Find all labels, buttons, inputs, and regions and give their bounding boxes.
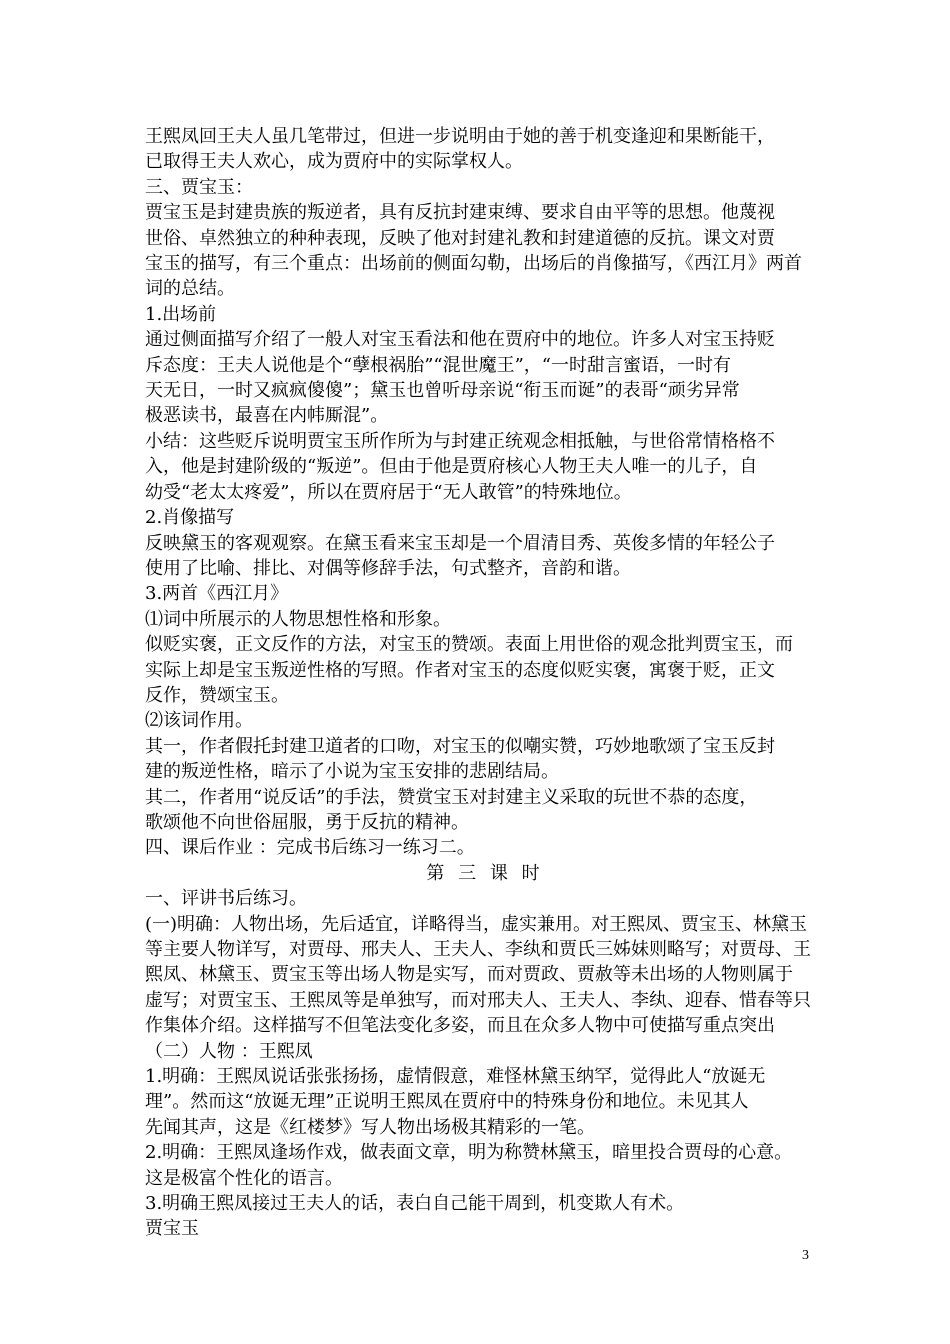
text-line: 反作，赞颂宝玉。: [145, 684, 289, 706]
text-line: 这是极富个性化的语言。: [145, 1167, 343, 1189]
text-line: 1.出场前: [145, 303, 217, 325]
text-line: 贾宝玉是封建贵族的叛逆者，具有反抗封建束缚、要求自由平等的思想。他蔑视: [145, 202, 775, 224]
text-block-second: [145, 886, 825, 1242]
text-line: 入，他是封建阶级的“叛逆”。但由于他是贾府核心人物王夫人唯一的儿子，自: [145, 456, 758, 478]
text-line: 极恶读书，最喜在内帏厮混”。: [145, 405, 389, 427]
text-line: 幼受“老太太疼爱”，所以在贾府居于“无人敢管”的特殊地位。: [145, 481, 632, 503]
text-line: 世俗、卓然独立的种种表现，反映了他对封建礼教和封建道德的反抗。课文对贾: [145, 227, 775, 249]
text-line: 3.明确王熙凤接过王夫人的话，表白自己能干周到，机变欺人有术。: [145, 1193, 685, 1215]
text-line: (一)明确：人物出场，先后适宜，详略得当，虚实兼用。对王熙凤、贾宝玉、林黛玉: [145, 913, 808, 935]
text-line: 四、课后作业 ：完成书后练习一练习二。: [145, 837, 475, 859]
section-heading: 第 三 课 时: [426, 862, 544, 884]
text-line: ⑵该词作用。: [145, 710, 253, 732]
text-line: 等主要人物详写，对贾母、邢夫人、王夫人、李纨和贾氏三姊妹则略写；对贾母、王: [145, 939, 811, 960]
text-line: 建的叛逆性格，暗示了小说为宝玉安排的悲剧结局。: [145, 761, 559, 783]
text-line: 2.肖像描写: [145, 507, 235, 529]
text-line: 反映黛玉的客观观察。在黛玉看来宝玉却是一个眉清目秀、英俊多情的年轻公子: [145, 532, 775, 554]
text-line: 3.两首《西江月》: [145, 583, 289, 605]
page-number: 3: [802, 1248, 809, 1263]
text-line: 理”。然而这“放诞无理”正说明王熙凤在贾府中的特殊身份和地位。未见其人: [145, 1091, 749, 1113]
text-line: 歌颂他不向世俗屈服，勇于反抗的精神。: [145, 811, 469, 833]
text-line: 其二，作者用“说反话”的手法，赞赏宝玉对封建主义采取的玩世不恭的态度，: [145, 786, 758, 808]
text-line: 熙凤、林黛玉、贾宝玉等出场人物是实写，而对贾政、贾赦等未出场的人物则属于: [145, 964, 793, 986]
text-block-first: [145, 124, 825, 861]
text-line: 1.明确：王熙凤说话张张扬扬，虚情假意，难怪林黛玉纳罕，觉得此人“放诞无: [145, 1066, 766, 1088]
text-line: 作集体介绍。这样描写不但笔法变化多姿，而且在众多人物中可使描写重点突出: [145, 1015, 775, 1037]
text-line: 宝玉的描写，有三个重点：出场前的侧面勾勒，出场后的肖像描写，《西江月》两首: [145, 253, 802, 275]
text-line: 通过侧面描写介绍了一般人对宝玉看法和他在贾府中的地位。许多人对宝玉持贬: [145, 329, 775, 351]
text-line: 虚写；对贾宝玉、王熙凤等是单独写，而对邢夫人、王夫人、李纨、迎春、惜春等只: [145, 989, 811, 1011]
text-line: 小结：这些贬斥说明贾宝玉所作所为与封建正统观念相抵触，与世俗常情格格不: [145, 430, 775, 452]
text-line: 似贬实褒，正文反作的方法，对宝玉的赞颂。表面上用世俗的观念批判贾宝玉，而: [145, 634, 793, 656]
text-line: 斥态度：王夫人说他是个“孽根祸胎”“混世魔王”，“一时甜言蜜语，一时有: [145, 354, 732, 376]
text-line: 实际上却是宝玉叛逆性格的写照。作者对宝玉的态度似贬实褒，寓褒于贬，正文: [145, 659, 775, 681]
text-line: ⑴词中所展示的人物思想性格和形象。: [145, 608, 451, 630]
text-line: 2.明确：王熙凤逢场作戏，做表面文章，明为称赞林黛玉，暗里投合贾母的心意。: [145, 1142, 793, 1164]
text-line: 其一，作者假托封建卫道者的口吻，对宝玉的似嘲实赞，巧妙地歌颂了宝玉反封: [145, 735, 775, 757]
text-line: 三、贾宝玉：: [145, 176, 253, 198]
text-line: 王熙凤回王夫人虽几笔带过，但进一步说明由于她的善于机变逢迎和果断能干，: [145, 126, 775, 147]
text-line: 词的总结。: [145, 278, 235, 300]
text-line: 一、评讲书后练习。: [145, 888, 307, 910]
document-body: [145, 124, 825, 1242]
text-line: 天无日，一时又疯疯傻傻”；黛玉也曾听母亲说“衔玉而诞”的表哥“顽劣异常: [145, 380, 740, 402]
text-line: 贾宝玉: [145, 1218, 199, 1240]
text-line: 先闻其声，这是《红楼梦》写人物出场极其精彩的一笔。: [145, 1116, 595, 1138]
text-line: （二）人物 ：王熙凤: [145, 1040, 313, 1062]
text-line: 使用了比喻、排比、对偶等修辞手法，句式整齐，音韵和谐。: [145, 557, 631, 579]
text-line: 已取得王夫人欢心，成为贾府中的实际掌权人。: [145, 151, 523, 173]
